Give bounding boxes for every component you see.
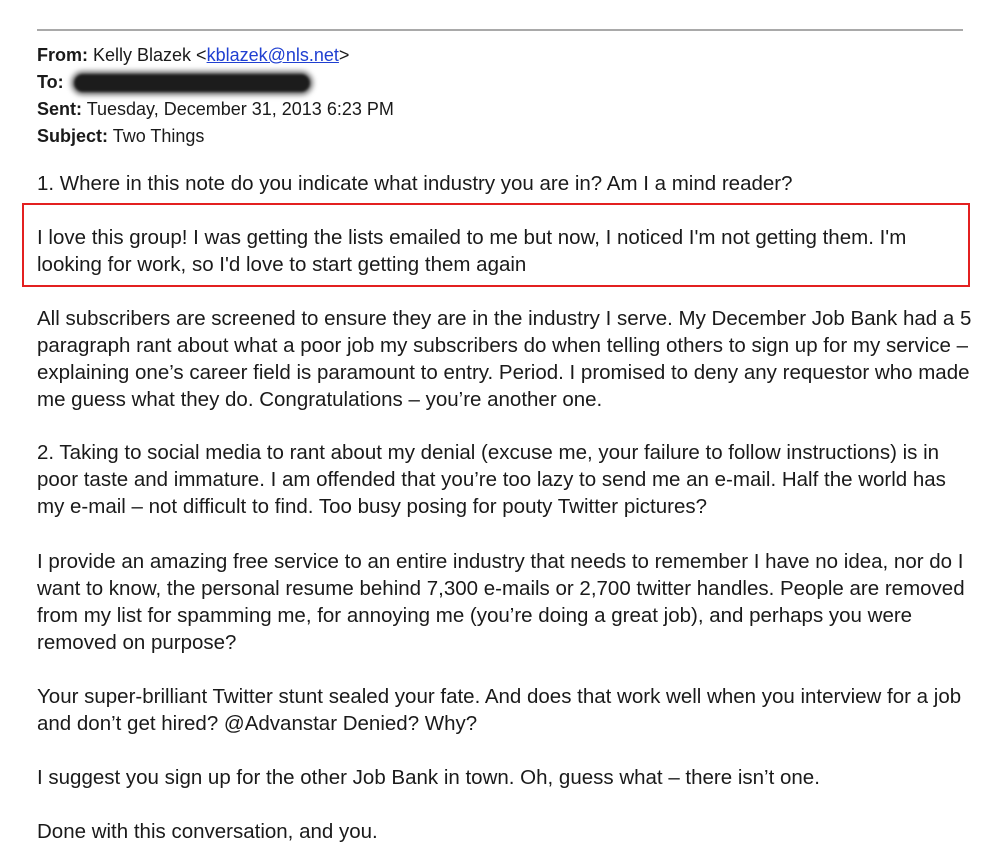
from-name: Kelly Blazek < bbox=[93, 45, 207, 65]
body-paragraph-5: Your super-brilliant Twitter stunt sealed your fate. And does that work well when you interview for a job and don’t get hired? @Advanstar Denied? Why? bbox=[37, 685, 962, 735]
sent-row bbox=[37, 96, 394, 123]
to-row bbox=[37, 69, 394, 96]
body-paragraph-1: 1. Where in this note do you indicate what industry you are in? Am I a mind reader? bbox=[37, 172, 793, 195]
from-label: From: bbox=[37, 45, 88, 65]
header-divider bbox=[37, 29, 963, 31]
from-email-close: > bbox=[338, 45, 350, 65]
to-label: To: bbox=[37, 72, 64, 92]
email-header bbox=[37, 42, 394, 150]
quoted-tweet-text: I love this group! I was getting the lists emailed to me but now, I noticed I'm not getting them. I'm looking for work, so I'd love to start getting them again bbox=[37, 226, 907, 276]
body-paragraph-6: I suggest you sign up for the other Job Bank in town. Oh, guess what – there isn’t one. bbox=[37, 766, 820, 789]
from-row bbox=[37, 42, 394, 69]
subject-label: Subject: bbox=[37, 126, 109, 146]
body-paragraph-2: All subscribers are screened to ensure they are in the industry I serve. My December Job Bank had a 5 paragraph rant about what a poor job my subscribers do when telling others to sign up for my service – explaining one’s career field is paramount to entry. Period. I promised to deny any requestor who made me guess what they do. Congratulations – you’re another one. bbox=[37, 307, 972, 411]
subject-value: Two Things bbox=[112, 126, 205, 146]
sent-label: Sent: bbox=[37, 99, 82, 119]
from-email-link[interactable]: kblazek@nls.net bbox=[206, 45, 339, 65]
body-paragraph-3: 2. Taking to social media to rant about my denial (excuse me, your failure to follow instructions) is in poor taste and immature. I am offended that you’re too lazy to send me an e-mail. Half the world has my e-mail – not difficult to find. Too busy posing for pouty Twitter pictures? bbox=[37, 441, 946, 518]
redacted-recipient bbox=[74, 74, 310, 92]
body-paragraph-7: Done with this conversation, and you. bbox=[37, 820, 378, 843]
subject-row bbox=[37, 123, 394, 150]
body-paragraph-4: I provide an amazing free service to an entire industry that needs to remember I have no idea, nor do I want to know, the personal resume behind 7,300 e-mails or 2,700 twitter handles. People are removed from my list for spamming me, for annoying me (you’re doing a great job), and perhaps you were removed on purpose? bbox=[37, 550, 965, 654]
sent-value: Tuesday, December 31, 2013 6:23 PM bbox=[86, 99, 394, 119]
